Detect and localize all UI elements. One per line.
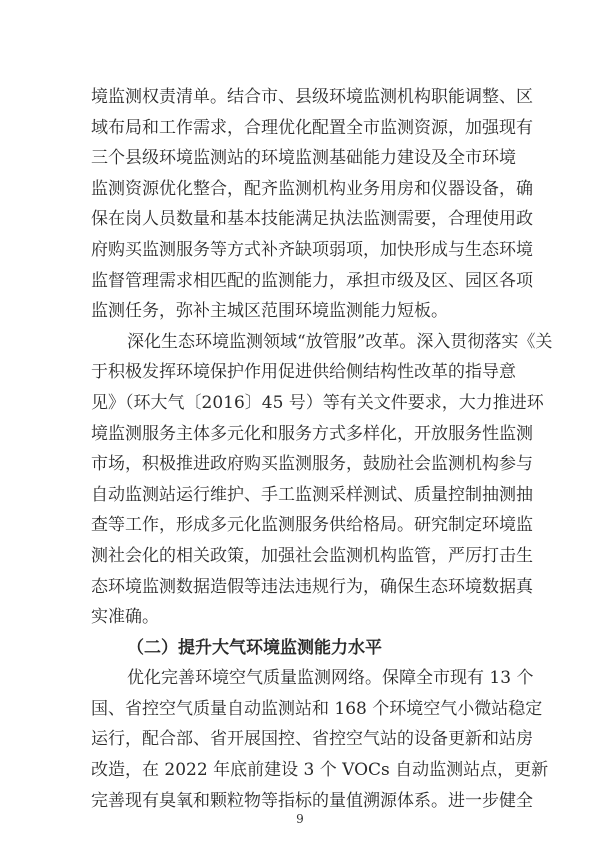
text-line: 三个县级环境监测站的环境监测基础能力建设及全市环境 [91, 148, 516, 169]
text-line: 境监测权责清单。结合市、县级环境监测机构职能调整、区 [91, 87, 533, 107]
text-line: 域布局和工作需求，合理优化配置全市监测资源，加强现有 [91, 117, 533, 138]
text-line: 见》（环大气〔2016〕45 号）等有关文件要求，大力推进环 [91, 392, 544, 413]
document-body [91, 82, 553, 816]
text-line: 保在岗人员数量和基本技能满足执法监测需要，合理使用政 [91, 209, 533, 230]
text-line: 态环境监测数据造假等违法违规行为，确保生态环境数据真 [91, 576, 533, 597]
text-line: 测社会化的相关政策，加强社会监测机构监管，严厉打击生 [91, 545, 533, 566]
text-line: 监测任务，弥补主城区范围环境监测能力短板。 [91, 301, 448, 322]
text-line: 于积极发挥环境保护作用促进供给侧结构性改革的指导意 [91, 362, 516, 383]
text-line: 境监测服务主体多元化和服务方式多样化，开放服务性监测 [91, 423, 533, 444]
text-line: 府购买监测服务等方式补齐缺项弱项，加快形成与生态环境 [91, 239, 533, 260]
paragraph-lead-line: 优化完善环境空气质量监测网络。保障全市现有 13 个 [127, 668, 534, 689]
text-line: 改造，在 2022 年底前建设 3 个 VOCs 自动监测站点，更新 [91, 760, 549, 781]
text-line: 市场，积极推进政府购买监测服务，鼓励社会监测机构参与 [91, 454, 533, 475]
text-line: 国、省控空气质量自动监测站和 168 个环境空气小微站稳定 [91, 698, 543, 719]
text-line: 运行，配合部、省开展国控、省控空气站的设备更新和站房 [91, 729, 533, 750]
page-number: 9 [296, 812, 304, 826]
text-line: 自动监测站运行维护、手工监测采样测试、质量控制抽测抽 [91, 484, 533, 505]
text-line: 监督管理需求相匹配的监测能力，承担市级及区、园区各项 [91, 270, 533, 291]
text-line: 实准确。 [91, 607, 159, 628]
paragraph-lead-line: 深化生态环境监测领域“放管服”改革。深入贯彻落实《关 [127, 331, 553, 352]
section-heading: （二）提升大气环境监测能力水平 [127, 637, 382, 658]
text-line: 完善现有臭氧和颗粒物等指标的量值溯源体系。进一步健全 [91, 790, 533, 811]
text-line: 监测资源优化整合，配齐监测机构业务用房和仪器设备，确 [91, 178, 533, 199]
text-line: 查等工作，形成多元化监测服务供给格局。研究制定环境监 [91, 515, 533, 536]
